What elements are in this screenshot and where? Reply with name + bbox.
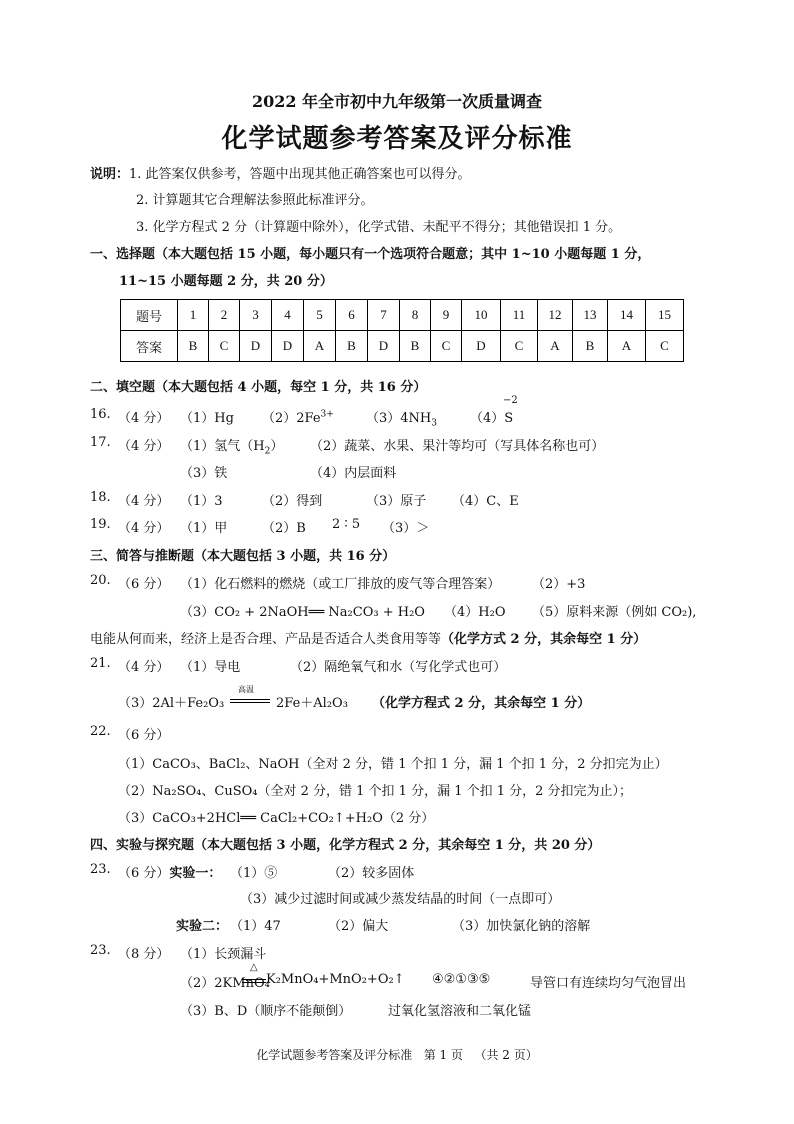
q21-score-note: （化学方程式 2 分，其余每空 1 分） (372, 696, 591, 711)
q23a-exp2-answer-1: （1）47 (230, 919, 281, 934)
equals-bar (230, 702, 270, 703)
table-cell: B (178, 331, 209, 362)
table-cell: 13 (573, 300, 608, 331)
q17-answer-3: （3）铁 (180, 466, 228, 481)
q19-answer-1: （1）甲 (180, 521, 228, 536)
q21-number: 21. (90, 656, 111, 671)
footer-page: 第 1 页 (423, 1048, 463, 1062)
table-cell: D (368, 331, 400, 362)
q23a-answer-2: （2）较多固体 (328, 866, 415, 881)
q22-answer-2: （2）Na₂SO₄、CuSO₄（全对 2 分，错 1 个扣 1 分，漏 1 个扣 1 分，2 分扣完为止）； (118, 784, 633, 799)
q22-number: 22. (90, 724, 111, 739)
section4-title: 四、实验与探究题（本大题包括 3 小题，化学方程式 2 分，其余每空 1 分，共 20 分） (90, 838, 601, 853)
table-cell: D (272, 331, 304, 362)
table-cell: C (209, 331, 240, 362)
q16-number: 16. (90, 407, 111, 422)
q23a-number: 23. (90, 862, 111, 877)
q19-score: （4 分） (118, 521, 170, 536)
note-1: 说明：1. 此答案仅供参考，答题中出现其他正确答案也可以得分。 (90, 167, 471, 182)
q21-answer-3-reactants: （3）2Al＋Fe₂O₃ (118, 696, 225, 711)
table-cell: 2 (209, 300, 240, 331)
q23a-score: （6 分）实验一： (118, 866, 222, 881)
table-cell: 5 (304, 300, 336, 331)
table-cell: B (336, 331, 368, 362)
note-3: 3. 化学方程式 2 分（计算题中除外），化学式错、未配平不得分；其他错误扣 1 分。 (136, 220, 622, 235)
table-cell: 10 (462, 300, 501, 331)
q23b-score: （8 分） (118, 947, 170, 962)
q20-answer-3: （3）CO₂ + 2NaOH══ Na₂CO₃ + H₂O (180, 605, 425, 620)
q20-answer-4: （4）H₂O (444, 605, 506, 620)
q23a-exp2-answer-2: （2）偏大 (328, 919, 389, 934)
section3-title: 三、简答与推断题（本大题包括 3 小题，共 16 分） (90, 549, 396, 564)
q23a-answer-3: （3）减少过滤时间或减少蒸发结晶的时间（一点即可） (240, 892, 561, 907)
table-cell: 6 (336, 300, 368, 331)
q21-condition: 高温 (238, 685, 254, 694)
section2-title: 二、填空题（本大题包括 4 小题，每空 1 分，共 16 分） (90, 380, 427, 395)
q23b-answer-2-note: 导管口有连续均匀气泡冒出 (530, 976, 687, 991)
q20-score: （6 分） (118, 577, 170, 592)
exam-title: 2022 年全市初中九年级第一次质量调查 (251, 92, 543, 111)
table-header-label: 题号 (121, 300, 178, 331)
q18-answer-2: （2）得到 (262, 494, 323, 509)
table-cell: 7 (368, 300, 400, 331)
table-cell: 9 (431, 300, 462, 331)
q20-answer-5-cont: 电能从何而来，经济上是否合理、产品是否适合人类食用等等（化学方式 2 分，其余每空 1 分） (90, 632, 647, 647)
q16-answer-4: （4）S (470, 411, 514, 426)
q19-answer-2: （2）B (262, 521, 306, 536)
table-cell: 1 (178, 300, 209, 331)
equals-bar (242, 979, 266, 980)
q23b-answer-2-products: K₂MnO₄+MnO₂+O₂↑ (266, 972, 405, 987)
q21-answer-2: （2）隔绝氧气和水（写化学式也可） (290, 660, 507, 675)
table-row-answers (121, 331, 684, 362)
q18-score: （4 分） (118, 494, 170, 509)
page-footer (0, 1046, 794, 1063)
q18-number: 18. (90, 490, 111, 505)
table-cell: B (400, 331, 431, 362)
equals-bar (242, 982, 266, 983)
q23a-exp2-answer-3: （3）加快氯化钠的溶解 (452, 919, 591, 934)
table-cell: 3 (240, 300, 272, 331)
q16-score: （4 分） (118, 411, 170, 426)
q18-answer-1: （1）3 (180, 494, 223, 509)
answer-table (120, 299, 684, 362)
q17-answer-2: （2）蔬菜、水果、果汁等均可（写具体名称也可） (310, 439, 605, 454)
table-cell: 11 (501, 300, 538, 331)
document-title: 化学试题参考答案及评分标准 (221, 124, 573, 154)
table-cell: A (304, 331, 336, 362)
q20-answer-5: （5）原料来源（例如 CO₂), (532, 605, 697, 620)
table-cell: C (646, 331, 684, 362)
q20-number: 20. (90, 573, 111, 588)
q16-answer-3: $(3)4NH_3$ (366, 411, 437, 429)
table-cell: 15 (646, 300, 684, 331)
q23b-answer-3b: 过氧化氢溶液和二氧化锰 (388, 1004, 532, 1019)
q23a-answer-1: （1）⑤ (230, 866, 278, 881)
q21-answer-3-products: 2Fe＋Al₂O₃ (276, 696, 348, 711)
q19-number: 19. (90, 517, 111, 532)
section1-title-line2: 11~15 小题每题 2 分，共 20 分） (119, 274, 333, 289)
table-cell: B (573, 331, 608, 362)
note-2: 2. 计算题其它合理解法参照此标准评分。 (136, 193, 374, 208)
footer-title: 化学试题参考答案及评分标准 (256, 1048, 413, 1062)
q22-score: （6 分） (118, 728, 170, 743)
q17-answer-4: （4）内层面料 (310, 466, 397, 481)
q16-valence: −2 (503, 395, 518, 406)
q23a-exp2-label: 实验二： (176, 919, 229, 934)
table-row-numbers (121, 300, 684, 331)
q16-answer-1: （1）Hg (180, 411, 234, 426)
table-cell: 14 (608, 300, 646, 331)
q21-score: （4 分） (118, 660, 170, 675)
table-cell: 4 (272, 300, 304, 331)
q18-answer-3: （3）原子 (366, 494, 427, 509)
q23b-number: 23. (90, 943, 111, 958)
heat-symbol: △ (250, 962, 258, 973)
q23b-answer-1: （1）长颈漏斗 (180, 947, 267, 962)
q19-answer-2-ratio: 2 ∶ 5 (332, 517, 361, 532)
q17-answer-1: （1）氢气$(H_2)$ (180, 439, 284, 457)
section1-title-line1: 一、选择题（本大题包括 15 小题，每小题只有一个选项符合题意；其中 1~10 小题每题 1 分， (90, 247, 651, 262)
table-cell: 8 (400, 300, 431, 331)
q22-answer-3: （3）CaCO₃+2HCl══ CaCl₂+CO₂↑+H₂O（2 分） (118, 811, 435, 826)
q21-answer-1: （1）导电 (180, 660, 241, 675)
q23b-answer-2-reactant: （2）2KMnO₄ (180, 976, 270, 991)
q16-answer-2: $(2)2Fe^{3+}$ (262, 409, 334, 426)
q18-answer-4: （4）C、E (452, 494, 519, 509)
table-cell: D (240, 331, 272, 362)
table-cell: A (608, 331, 646, 362)
table-cell: C (431, 331, 462, 362)
q20-answer-1: （1）化石燃料的燃烧（或工厂排放的废气等合理答案） (180, 577, 501, 592)
table-cell: A (538, 331, 573, 362)
table-cell: C (501, 331, 538, 362)
q20-answer-2: （2）+3 (532, 577, 586, 592)
table-cell: D (462, 331, 501, 362)
q22-answer-1: （1）CaCO₃、BaCl₂、NaOH（全对 2 分，错 1 个扣 1 分，漏 1 个扣 1 分，2 分扣完为止） (118, 757, 668, 772)
q19-answer-3: （3）＞ (382, 521, 430, 536)
table-cell: 12 (538, 300, 573, 331)
table-answer-label: 答案 (121, 331, 178, 362)
q17-score: （4 分） (118, 439, 170, 454)
footer-total: （共 2 页） (474, 1048, 538, 1062)
q17-number: 17. (90, 435, 111, 450)
q23b-answer-2-order: ④②①③⑤ (432, 972, 491, 987)
q23b-answer-3: （3）B、D（顺序不能颠倒） (180, 1004, 352, 1019)
equals-bar (230, 699, 270, 700)
note-label: 说明： (90, 167, 130, 182)
